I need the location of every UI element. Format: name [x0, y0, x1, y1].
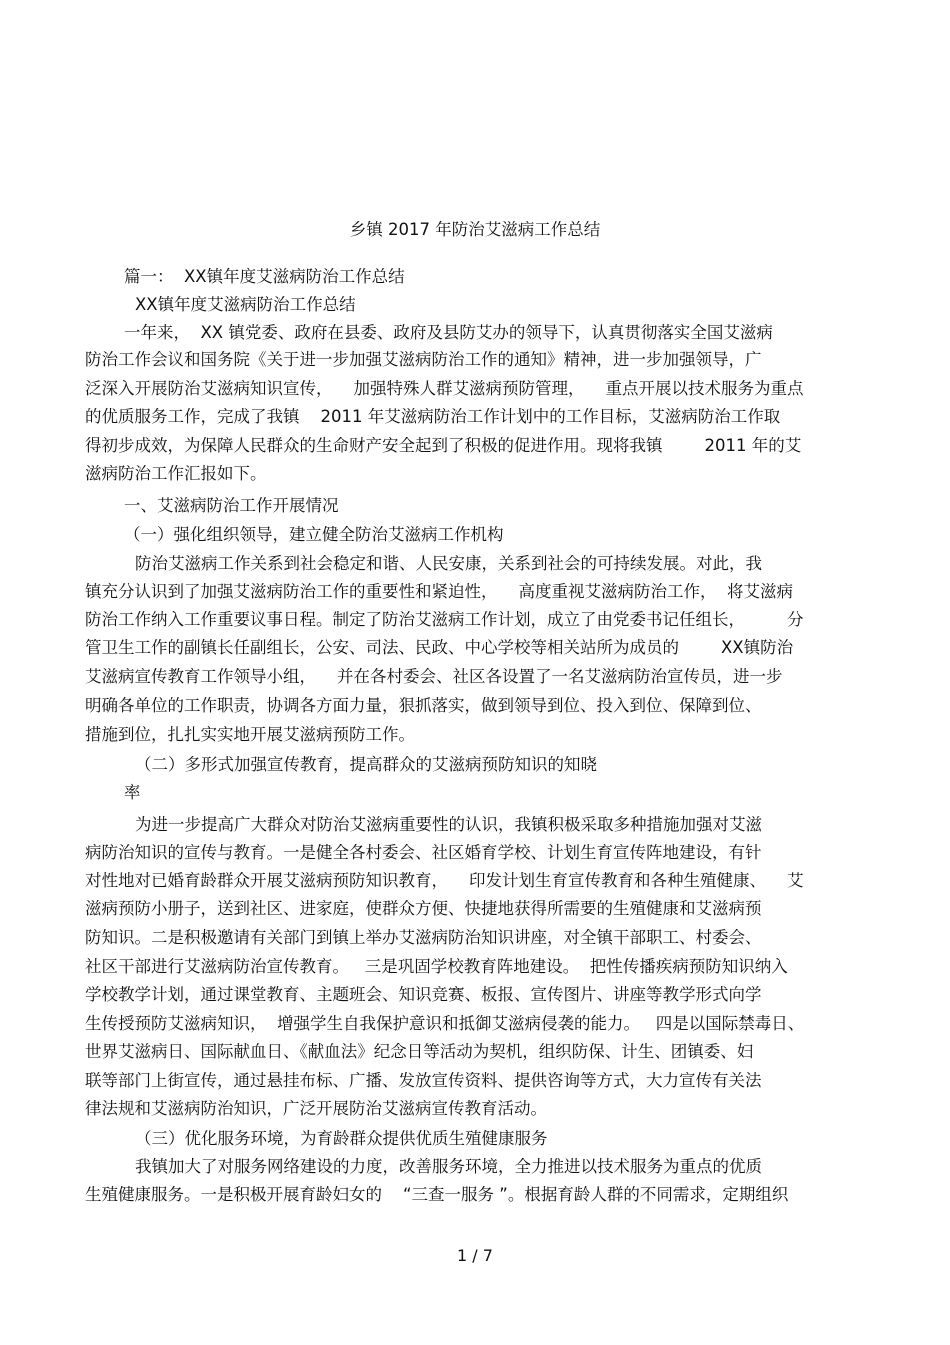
paragraph-line: 学校教学计划，通过课堂教育、主题班会、知识竞赛、板报、宣传图片、讲座等教学形式向学	[85, 985, 762, 1004]
subsection-heading: （一）强化组织领导，建立健全防治艾滋病工作机构	[124, 525, 504, 544]
paragraph-line: 得初步成效，为保障人民群众的生命财产安全起到了积极的促进作用。现将我镇 2011 年的艾	[85, 436, 802, 455]
paragraph-line: 防治工作会议和国务院《关于进一步加强艾滋病防治工作的通知》精神，进一步加强领导，广	[85, 350, 762, 369]
subsection-heading: （二）多形式加强宣传教育，提高群众的艾滋病预防知识的知晓	[135, 755, 597, 774]
paragraph-line: 艾滋病宣传教育工作领导小组， 并在各村委会、社区各设置了一名艾滋病防治宣传员，进一步	[85, 667, 783, 686]
paragraph-line: 明确各单位的工作职责，协调各方面力量，狠抓落实，做到领导到位、投入到位、保障到位、	[85, 696, 762, 715]
paragraph-line: 对性地对已婚育龄群众开展艾滋病预防知识教育， 印发计划生育宣传教育和各种生殖健康、 艾	[85, 871, 804, 890]
paragraph-line: 我镇加大了对服务网络建设的力度，改善服务环境，全力推进以技术服务为重点的优质	[135, 1157, 762, 1176]
paragraph-line: 篇一： XX镇年度艾滋病防治工作总结	[124, 267, 405, 286]
document-title: 乡镇 2017 年防治艾滋病工作总结	[349, 220, 601, 239]
paragraph-line: 镇充分认识到了加强艾滋病防治工作的重要性和紧迫性， 高度重视艾滋病防治工作， 将艾滋病	[85, 582, 793, 601]
paragraph-line: XX镇年度艾滋病防治工作总结	[135, 295, 356, 314]
paragraph-line: 管卫生工作的副镇长任副组长，公安、司法、民政、中心学校等相关站所为成员的 XX镇防治	[85, 638, 794, 657]
paragraph-line: 防治工作纳入工作重要议事日程。制定了防治艾滋病工作计划，成立了由党委书记任组长， 分	[85, 610, 804, 629]
paragraph-line: 联等部门上街宣传，通过悬挂布标、广播、发放宣传资料、提供咨询等方式，大力宣传有关法	[85, 1071, 762, 1090]
section-heading: 一、艾滋病防治工作开展情况	[124, 496, 339, 515]
paragraph-line: 措施到位，扎扎实实地开展艾滋病预防工作。	[85, 725, 415, 744]
paragraph-line: 防治艾滋病工作关系到社会稳定和谐、人民安康，关系到社会的可持续发展。对此，我	[135, 554, 762, 573]
paragraph-line: 为进一步提高广大群众对防治艾滋病重要性的认识，我镇积极采取多种措施加强对艾滋	[135, 815, 762, 834]
paragraph-line: 社区干部进行艾滋病防治宣传教育。 三是巩固学校教育阵地建设。 把性传播疾病预防知识纳入	[85, 957, 788, 976]
paragraph-line: 一年来， XX 镇党委、政府在县委、政府及县防艾办的领导下，认真贯彻落实全国艾滋病	[124, 323, 773, 342]
paragraph-line: 病防治知识的宣传与教育。一是健全各村委会、社区婚育学校、计划生育宣传阵地建设，有针	[85, 843, 762, 862]
paragraph-line: 的优质服务工作，完成了我镇 2011 年艾滋病防治工作计划中的工作目标，艾滋病防治工作取	[85, 407, 781, 426]
subsection-heading: （三）优化服务环境，为育龄群众提供优质生殖健康服务	[135, 1129, 548, 1148]
page-number: 1 / 7	[457, 1246, 493, 1265]
paragraph-line: 世界艾滋病日、国际献血日、《献血法》纪念日等活动为契机，组织防保、计生、团镇委、妇	[85, 1042, 754, 1061]
paragraph-line: 律法规和艾滋病防治知识，广泛开展防治艾滋病宣传教育活动。	[85, 1099, 547, 1118]
paragraph-line: 防知识。二是积极邀请有关部门到镇上举办艾滋病防治知识讲座，对全镇干部职工、村委会、	[85, 928, 762, 947]
paragraph-line: 泛深入开展防治艾滋病知识宣传， 加强特殊人群艾滋病预防管理， 重点开展以技术服务为重点	[85, 379, 804, 398]
paragraph-line: 滋病预防小册子，送到社区、进家庭，使群众方便、快捷地获得所需要的生殖健康和艾滋病预	[85, 899, 762, 918]
paragraph-line: 生传授预防艾滋病知识， 增强学生自我保护意识和抵御艾滋病侵袭的能力。 四是以国际禁毒日、	[85, 1014, 805, 1033]
subsection-heading-continued: 率	[124, 783, 141, 802]
paragraph-line: 生殖健康服务。一是积极开展育龄妇女的 “三查一服务 ”。根据育龄人群的不同需求，定期组织	[85, 1185, 789, 1204]
paragraph-line: 滋病防治工作汇报如下。	[85, 464, 267, 483]
